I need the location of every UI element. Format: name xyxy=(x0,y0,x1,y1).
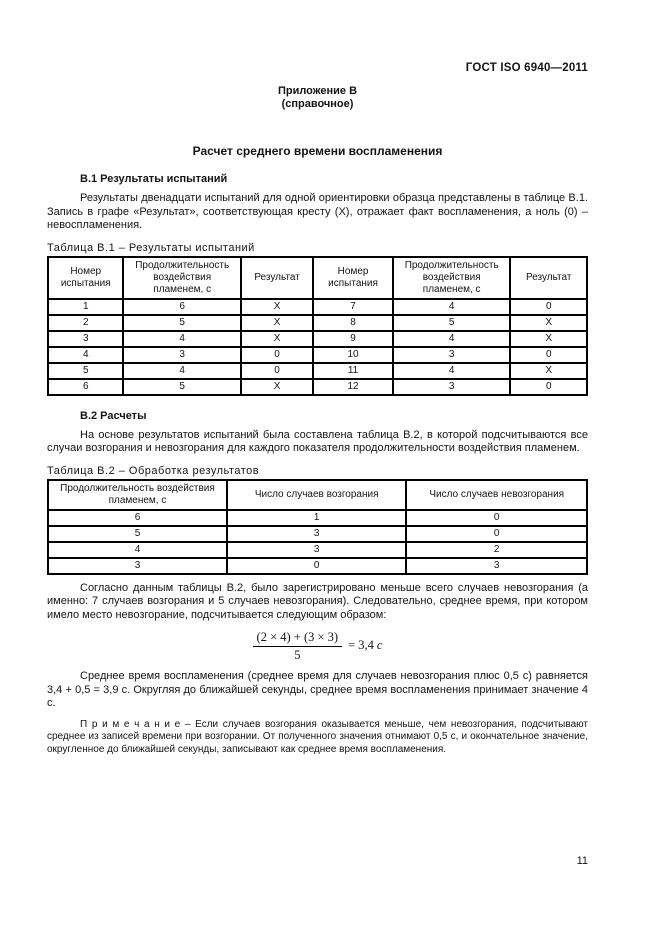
table-cell: 3 xyxy=(227,542,406,558)
table-row xyxy=(48,363,587,379)
column-header: Число случаев возгорания xyxy=(227,480,406,510)
paragraph-b1: Результаты двенадцати испытаний для одной ориентировки образца представлены в таблице В.1. Запись в графе «Результат», соответствующая кресту (Х), отражает факт воспламенения, а ноль (0) – невоспламенения. xyxy=(47,192,588,231)
table-cell: 6 xyxy=(123,299,241,315)
formula-average-time xyxy=(47,630,588,663)
table-cell: 11 xyxy=(313,363,393,379)
table-row xyxy=(48,347,587,363)
table-cell: 0 xyxy=(510,299,587,315)
table-cell: 4 xyxy=(48,542,227,558)
section-heading-b1: В.1 Результаты испытаний xyxy=(80,173,228,185)
table-cell: 5 xyxy=(48,363,123,379)
table-cell: Х xyxy=(510,315,587,331)
table-cell: 4 xyxy=(393,331,511,347)
table-cell: 3 xyxy=(123,347,241,363)
table-cell: 5 xyxy=(123,379,241,395)
table-cell: 4 xyxy=(123,331,241,347)
page-number: 11 xyxy=(576,855,588,867)
table-cell: 0 xyxy=(510,379,587,395)
table-cell: 5 xyxy=(48,526,227,542)
table-cell: 4 xyxy=(393,299,511,315)
column-header: Число случаев невозгорания xyxy=(406,480,587,510)
table-row xyxy=(48,299,587,315)
appendix-heading xyxy=(47,85,588,111)
table-b2-processing xyxy=(47,479,588,575)
fraction xyxy=(253,630,343,663)
fraction-numerator: (2 × 4) + (3 × 3) xyxy=(253,630,343,647)
table-cell: Х xyxy=(510,331,587,347)
table-cell: 3 xyxy=(393,347,511,363)
paragraph-calculation-intro: Согласно данным таблицы В.2, было зарегистрировано меньше всего случаев невозгорания (а именно: 7 случаев возгорания и 5 случаев невозгорания). Следовательно, среднее время, при котором имело место невозгорание, подсчитывается следующим образом: xyxy=(47,581,588,621)
table-cell: 2 xyxy=(48,315,123,331)
appendix-subtitle: (справочное) xyxy=(281,98,354,110)
table-b2-header-row xyxy=(48,480,587,510)
column-header: Номер испытания xyxy=(313,257,393,299)
table-cell: 4 xyxy=(123,363,241,379)
formula-unit: с xyxy=(376,638,383,653)
table-cell: 5 xyxy=(123,315,241,331)
note-paragraph: П р и м е ч а н и е – Если случаев возгорания оказывается меньше, чем невозгорания, подсчитывают среднее из записей времени при возгорании. От полученного значения отнимают 0,5 с, и окончательное значение, округленное до ближайшей секунды, записывают как среднее время воспламенения. xyxy=(47,718,588,755)
fraction-denominator: 5 xyxy=(294,648,301,662)
paragraph-b2: На основе результатов испытаний была составлена таблица В.2, в которой подсчитываются все случаи возгорания и невозгорания для каждого показателя продолжительности воздействия пламенем. xyxy=(47,428,588,454)
table-row xyxy=(48,542,587,558)
table-cell: 3 xyxy=(48,331,123,347)
table-cell: 9 xyxy=(313,331,393,347)
table-cell: 0 xyxy=(241,363,313,379)
column-header: Результат xyxy=(241,257,313,299)
table-cell: 8 xyxy=(313,315,393,331)
table-cell: 4 xyxy=(48,347,123,363)
page-content xyxy=(47,0,588,756)
table-cell: Х xyxy=(241,299,313,315)
table-cell: 6 xyxy=(48,379,123,395)
table-b2-caption: Таблица В.2 – Обработка результатов xyxy=(47,464,260,477)
table-cell: 0 xyxy=(241,347,313,363)
column-header: Результат xyxy=(510,257,587,299)
table-cell: 1 xyxy=(227,510,406,526)
table-cell: 10 xyxy=(313,347,393,363)
table-cell: 6 xyxy=(48,510,227,526)
formula-result: = 3,4 xyxy=(348,638,374,653)
table-cell: 3 xyxy=(227,526,406,542)
table-cell: 5 xyxy=(393,315,511,331)
table-row xyxy=(48,526,587,542)
table-cell: 4 xyxy=(393,363,511,379)
column-header: Номер испытания xyxy=(48,257,123,299)
column-header: Продолжительность воздействия пламенем, с xyxy=(393,257,511,299)
table-row xyxy=(48,510,587,526)
section-heading-b2: В.2 Расчеты xyxy=(80,409,147,422)
table-cell: Х xyxy=(241,315,313,331)
column-header: Продолжительность воздействия пламенем, с xyxy=(123,257,241,299)
document-number-header: ГОСТ ISO 6940—2011 xyxy=(465,62,588,74)
paragraph-average-time: Среднее время воспламенения (среднее время для случаев невозгорания плюс 0,5 с) равняется 3,4 + 0,5 = 3,9 с. Округляя до ближайшей секунды, среднее время воспламенения принимает значение 4 с. xyxy=(47,670,588,709)
table-cell: 3 xyxy=(48,558,227,574)
column-header: Продолжительность воздействия пламенем, с xyxy=(48,480,227,510)
table-b1-caption: Таблица В.1 – Результаты испытаний xyxy=(47,241,255,254)
page-title: Расчет среднего времени воспламенения xyxy=(192,144,443,158)
table-cell: Х xyxy=(241,331,313,347)
table-cell: 0 xyxy=(406,510,587,526)
table-cell: Х xyxy=(241,379,313,395)
table-cell: 1 xyxy=(48,299,123,315)
table-b1-header-row xyxy=(48,257,587,299)
table-row xyxy=(48,315,587,331)
table-cell: 7 xyxy=(313,299,393,315)
table-row xyxy=(48,379,587,395)
table-row xyxy=(48,331,587,347)
table-cell: Х xyxy=(510,363,587,379)
appendix-title: Приложение В xyxy=(277,85,358,97)
table-cell: 0 xyxy=(510,347,587,363)
table-cell: 12 xyxy=(313,379,393,395)
table-cell: 2 xyxy=(406,542,587,558)
table-row xyxy=(48,558,587,574)
table-cell: 3 xyxy=(393,379,511,395)
table-b1-results xyxy=(47,256,588,396)
table-cell: 0 xyxy=(227,558,406,574)
table-cell: 3 xyxy=(406,558,587,574)
table-cell: 0 xyxy=(406,526,587,542)
